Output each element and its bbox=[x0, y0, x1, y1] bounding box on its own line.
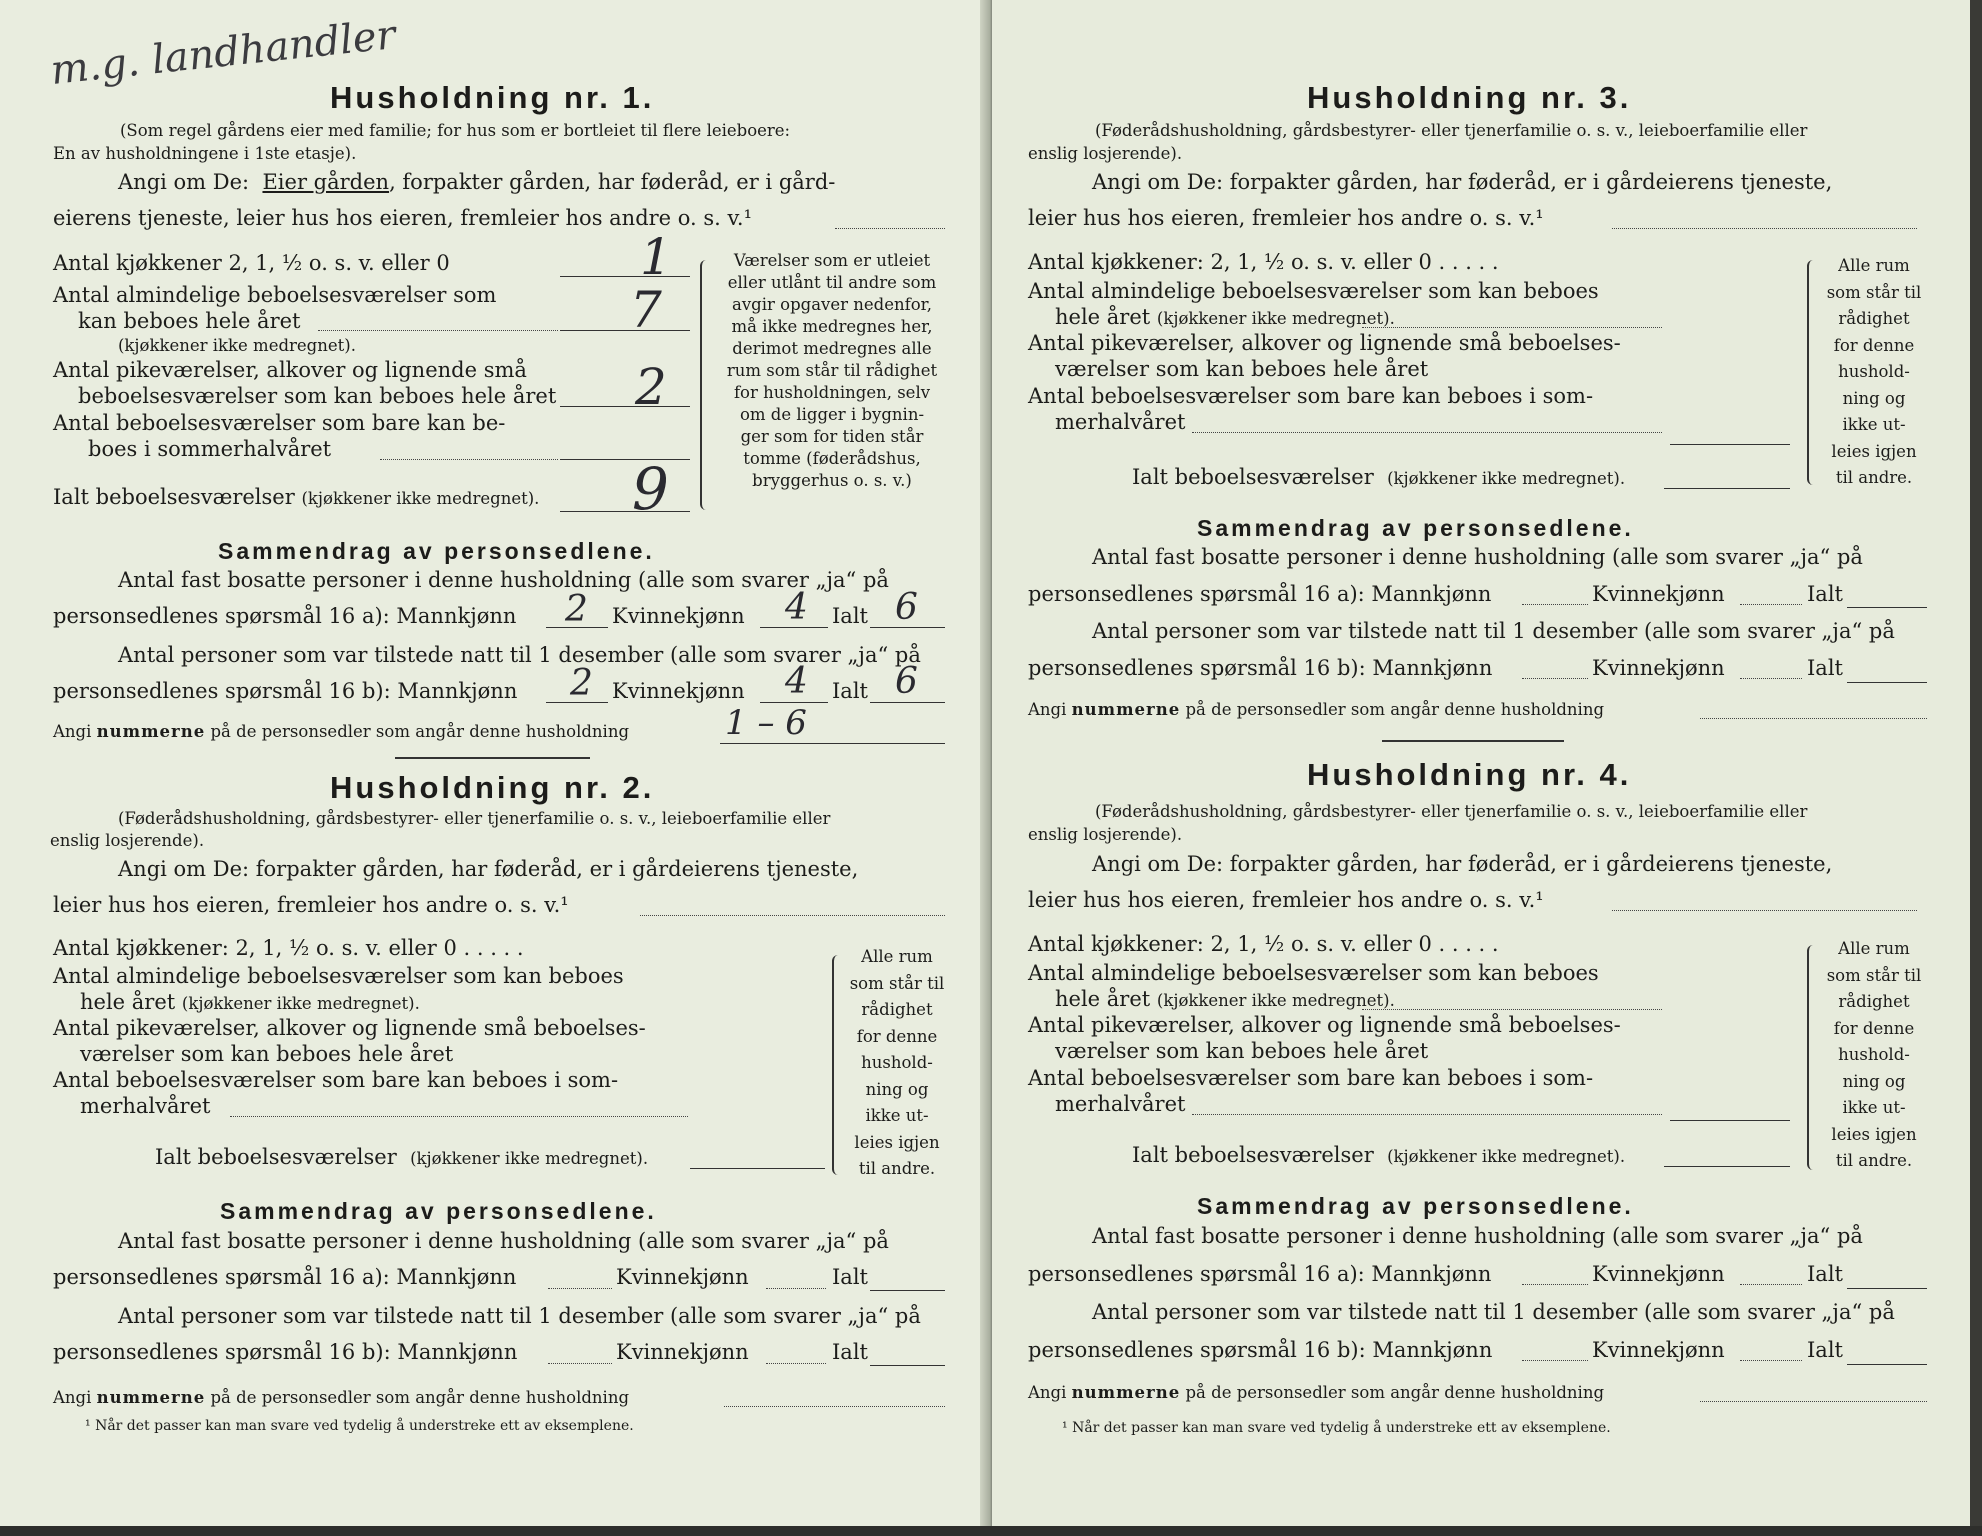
household-3-note-line1: (Føderådshusholdning, gårdsbestyrer- eller tjenerfamilie o. s. v., leieboerfamilie eller bbox=[1095, 121, 1808, 140]
household-1-note-line1: (Som regel gårdens eier med familie; for hus som er bortleiet til flere leieboere: bbox=[120, 121, 791, 140]
right-footnote: ¹ Når det passer kan man svare ved tydelig å understreke ett av eksemplene. bbox=[1062, 1420, 1611, 1436]
angi-rest: , forpakter gården, har føderåd, er i gård- bbox=[389, 170, 836, 194]
ordinary-rooms-note: (kjøkkener ikke medregnet). bbox=[118, 336, 356, 355]
total-rooms-label bbox=[53, 485, 539, 509]
household-2-angi-line2: leier hus hos eieren, fremleier hos andre o. s. v.¹ bbox=[53, 893, 569, 917]
h2-present-female-line bbox=[766, 1363, 826, 1364]
h1-present-female-label: Kvinnekjønn bbox=[612, 679, 745, 703]
h1-resident-line2 bbox=[53, 604, 516, 628]
ordinary-rooms-label-line1: Antal almindelige beboelsesværelser som bbox=[53, 283, 497, 307]
h2-total-rooms-b: (kjøkkener ikke medregnet). bbox=[410, 1149, 649, 1168]
h3-total-rooms-b: (kjøkkener ikke medregnet). bbox=[1387, 469, 1626, 488]
h2-present-total-label: Ialt bbox=[832, 1340, 868, 1364]
h2-total-rooms-label bbox=[155, 1145, 648, 1169]
side-note-line: hushold- bbox=[1838, 362, 1910, 381]
h4-angi-fill-line bbox=[1612, 910, 1917, 911]
owner-option-underlined: Eier gården bbox=[262, 170, 390, 194]
maid-rooms-label-line1: Antal pikeværelser, alkover og lignende små bbox=[53, 358, 527, 382]
side-note-line: for denne bbox=[856, 1026, 938, 1046]
household-1-side-note bbox=[712, 250, 952, 492]
side-note-line: til andre. bbox=[1835, 468, 1913, 487]
side-note-line: hushold- bbox=[1838, 1045, 1910, 1064]
h2-maid-rooms-line2: værelser som kan beboes hele året bbox=[80, 1042, 454, 1066]
numbers-label-c: på de personsedler som angår denne husholdning bbox=[1185, 700, 1605, 719]
h3-present-female-label: Kvinnekjønn bbox=[1592, 656, 1725, 680]
numbers-label-b: nummerne bbox=[96, 722, 206, 741]
household-4-title: Husholdning nr. 4. bbox=[1307, 757, 1632, 792]
side-note-line: bryggerhus o. s. v.) bbox=[752, 471, 912, 490]
side-note-line: ning og bbox=[1842, 388, 1906, 408]
h4-total-rooms-label bbox=[1132, 1143, 1625, 1167]
h4-ordinary-rooms-b: (kjøkkener ikke medregnet). bbox=[1156, 991, 1395, 1010]
h2-numbers-line bbox=[724, 1406, 945, 1407]
h4-resident-total-line bbox=[1847, 1288, 1927, 1289]
left-page bbox=[0, 0, 988, 1536]
h1-present-label: personsedlenes spørsmål 16 b): Mannkjønn bbox=[53, 679, 518, 703]
h1-present-female-value: 4 bbox=[785, 661, 808, 702]
h2-kitchens-label: Antal kjøkkener: 2, 1, ½ o. s. v. eller 0 . . . . . bbox=[53, 936, 524, 960]
side-note-line: må ikke medregnes her, bbox=[731, 317, 933, 336]
h3-present-total-line bbox=[1847, 682, 1927, 683]
h3-summer-line bbox=[1670, 444, 1790, 445]
total-rooms-value: 9 bbox=[632, 455, 669, 523]
h3-resident-female-line bbox=[1740, 604, 1802, 605]
numbers-label-a: Angi bbox=[53, 1388, 92, 1407]
summer-rooms-dots bbox=[380, 459, 558, 460]
side-note-line: ning og bbox=[1842, 1071, 1906, 1091]
h3-resident-male-line bbox=[1522, 604, 1588, 605]
numbers-label-a: Angi bbox=[53, 722, 92, 741]
h2-present-total-line bbox=[870, 1365, 945, 1366]
h2-present-male-line bbox=[548, 1363, 612, 1364]
h3-total-rooms-line bbox=[1664, 488, 1790, 489]
bottom-edge bbox=[0, 1526, 1982, 1536]
h1-numbers-value: 1 – 6 bbox=[725, 703, 807, 743]
household-4-side-note bbox=[1818, 936, 1930, 1175]
h3-summer-dots bbox=[1192, 432, 1662, 433]
side-note-line: ger som for tiden står bbox=[740, 427, 924, 446]
h4-resident-line1: Antal fast bosatte personer i denne husholdning (alle som svarer „ja“ på bbox=[1092, 1224, 1863, 1248]
h1-resident-female-label: Kvinnekjønn bbox=[612, 604, 745, 628]
h2-present-line1: Antal personer som var tilstede natt til 1 desember (alle som svarer „ja“ på bbox=[118, 1304, 921, 1328]
side-note-line: eller utlånt til andre som bbox=[727, 273, 937, 292]
h4-present-line1: Antal personer som var tilstede natt til 1 desember (alle som svarer „ja“ på bbox=[1092, 1300, 1895, 1324]
side-note-line: avgir opgaver nedenfor, bbox=[732, 295, 932, 314]
h3-maid-rooms-line1: Antal pikeværelser, alkover og lignende små beboelses- bbox=[1028, 331, 1621, 355]
summer-rooms-label-line1: Antal beboelsesværelser som bare kan be- bbox=[53, 411, 506, 435]
household-3-side-note bbox=[1818, 253, 1930, 492]
h4-present-female-line bbox=[1740, 1360, 1802, 1361]
h4-total-rooms-a: Ialt beboelsesværelser bbox=[1132, 1143, 1374, 1167]
h4-numbers-line bbox=[1700, 1401, 1927, 1402]
h4-total-rooms-b: (kjøkkener ikke medregnet). bbox=[1387, 1147, 1626, 1166]
h4-present-female-label: Kvinnekjønn bbox=[1592, 1338, 1725, 1362]
household-3-angi-line1: Angi om De: forpakter gården, har føderåd, er i gårdeierens tjeneste, bbox=[1092, 170, 1833, 194]
side-note-line: ikke ut- bbox=[1842, 415, 1906, 434]
h4-present-total-label: Ialt bbox=[1807, 1338, 1843, 1362]
numbers-label-c: på de personsedler som angår denne husholdning bbox=[1185, 1383, 1605, 1402]
h2-resident-female-label: Kvinnekjønn bbox=[616, 1265, 749, 1289]
household-3-angi-line2: leier hus hos eieren, fremleier hos andre o. s. v.¹ bbox=[1028, 206, 1544, 230]
h2-resident-total-label: Ialt bbox=[832, 1265, 868, 1289]
h2-resident-label: personsedlenes spørsmål 16 a): Mannkjønn bbox=[53, 1265, 517, 1289]
household-2-side-note bbox=[842, 944, 952, 1183]
h3-maid-rooms-line2: værelser som kan beboes hele året bbox=[1055, 357, 1429, 381]
h3-ordinary-dots bbox=[1362, 327, 1662, 328]
household-2-note-line1: (Føderådshusholdning, gårdsbestyrer- eller tjenerfamilie o. s. v., leieboerfamilie eller bbox=[118, 809, 831, 828]
left-footnote: ¹ Når det passer kan man svare ved tydelig å understreke ett av eksemplene. bbox=[85, 1418, 634, 1434]
h4-summer-rooms-line1: Antal beboelsesværelser som bare kan beboes i som- bbox=[1028, 1066, 1594, 1090]
side-note-line: leies igjen bbox=[1831, 441, 1917, 461]
household-3-note-line2: enslig losjerende). bbox=[1028, 144, 1183, 163]
h2-present-female-label: Kvinnekjønn bbox=[616, 1340, 749, 1364]
h4-numbers-label bbox=[1028, 1383, 1604, 1402]
h1-present-male-value: 2 bbox=[570, 663, 593, 704]
h3-present-total-label: Ialt bbox=[1807, 656, 1843, 680]
h4-present-total-line bbox=[1847, 1364, 1927, 1365]
handwritten-annotation: m.g. landhandler bbox=[48, 12, 398, 94]
side-note-line: til andre. bbox=[1835, 1151, 1913, 1170]
side-note-line: Alle rum bbox=[861, 947, 933, 966]
ordinary-rooms-value: 7 bbox=[630, 281, 662, 339]
h1-present-total-line bbox=[870, 702, 945, 703]
household-3-summary-title: Sammendrag av personsedlene. bbox=[1197, 515, 1634, 541]
separator-rule bbox=[1382, 740, 1564, 742]
side-note-line: Alle rum bbox=[1838, 256, 1910, 275]
h2-maid-rooms-line1: Antal pikeværelser, alkover og lignende små beboelses- bbox=[53, 1016, 646, 1040]
h2-summer-rooms-line2: merhalvåret bbox=[80, 1094, 211, 1118]
h1-resident-line1: Antal fast bosatte personer i denne husholdning (alle som svarer „ja“ på bbox=[118, 568, 889, 592]
h1-numbers-line bbox=[720, 743, 945, 744]
numbers-label-b: nummerne bbox=[1071, 1383, 1181, 1402]
numbers-label-c: på de personsedler som angår denne husholdning bbox=[210, 1388, 630, 1407]
household-2-angi-line1: Angi om De: forpakter gården, har føderåd, er i gårdeierens tjeneste, bbox=[118, 857, 859, 881]
h4-resident-male-line bbox=[1522, 1284, 1588, 1285]
h4-maid-rooms-line1: Antal pikeværelser, alkover og lignende små beboelses- bbox=[1028, 1013, 1621, 1037]
side-note-brace bbox=[700, 260, 712, 510]
h3-total-rooms-a: Ialt beboelsesværelser bbox=[1132, 465, 1374, 489]
household-4-note-line1: (Føderådshusholdning, gårdsbestyrer- eller tjenerfamilie o. s. v., leieboerfamilie eller bbox=[1095, 802, 1808, 821]
h4-total-rooms-line bbox=[1664, 1166, 1790, 1167]
h2-resident-line1: Antal fast bosatte personer i denne husholdning (alle som svarer „ja“ på bbox=[118, 1229, 889, 1253]
h3-numbers-label bbox=[1028, 700, 1604, 719]
h3-kitchens-label: Antal kjøkkener: 2, 1, ½ o. s. v. eller 0 . . . . . bbox=[1028, 250, 1499, 274]
h3-ordinary-rooms-line2 bbox=[1055, 305, 1395, 329]
h3-present-male-line bbox=[1522, 678, 1588, 679]
side-note-line: Værelser som er utleiet bbox=[733, 251, 931, 270]
household-1-angi-line1 bbox=[118, 170, 835, 194]
h3-present-line1: Antal personer som var tilstede natt til 1 desember (alle som svarer „ja“ på bbox=[1092, 619, 1895, 643]
h1-resident-male-value: 2 bbox=[565, 589, 588, 630]
side-note-line: tomme (føderådshus, bbox=[743, 449, 921, 468]
side-note-line: for husholdningen, selv bbox=[733, 383, 931, 402]
h4-maid-rooms-line2: værelser som kan beboes hele året bbox=[1055, 1039, 1429, 1063]
h2-resident-total-line bbox=[870, 1290, 945, 1291]
h2-resident-female-line bbox=[766, 1288, 826, 1289]
household-1-summary-title: Sammendrag av personsedlene. bbox=[218, 538, 655, 564]
separator-rule bbox=[395, 757, 590, 759]
maid-rooms-label-line2: beboelsesværelser som kan beboes hele året bbox=[78, 384, 557, 408]
side-note-line: for denne bbox=[1833, 1018, 1915, 1038]
household-3-title: Husholdning nr. 3. bbox=[1307, 80, 1632, 115]
ordinary-rooms-label-line2: kan beboes hele året bbox=[78, 309, 301, 333]
household-1-note-line2: En av husholdningene i 1ste etasje). bbox=[53, 144, 357, 163]
h4-present-male-line bbox=[1522, 1360, 1588, 1361]
side-note-line: som står til bbox=[1826, 282, 1922, 302]
summer-rooms-label-line2: boes i sommerhalvåret bbox=[88, 437, 332, 461]
h1-present-total-value: 6 bbox=[895, 661, 918, 702]
h4-summer-dots bbox=[1192, 1114, 1662, 1115]
household-4-angi-line1: Angi om De: forpakter gården, har føderåd, er i gårdeierens tjeneste, bbox=[1092, 852, 1833, 876]
kitchens-value: 1 bbox=[640, 228, 672, 286]
h3-summer-rooms-line1: Antal beboelsesværelser som bare kan beboes i som- bbox=[1028, 384, 1594, 408]
side-note-line: Alle rum bbox=[1838, 939, 1910, 958]
side-note-line: ikke ut- bbox=[1842, 1098, 1906, 1117]
side-note-line: hushold- bbox=[861, 1053, 933, 1072]
h2-ordinary-rooms-a: hele året bbox=[80, 990, 176, 1014]
side-note-line: derimot medregnes alle bbox=[732, 339, 932, 358]
h4-summer-rooms-line2: merhalvåret bbox=[1055, 1092, 1186, 1116]
side-note-line: ning og bbox=[865, 1079, 929, 1099]
household-2-summary-title: Sammendrag av personsedlene. bbox=[220, 1198, 657, 1224]
h1-present-total-label: Ialt bbox=[832, 679, 868, 703]
h2-summer-dots bbox=[230, 1116, 688, 1117]
h2-angi-fill-line bbox=[640, 915, 945, 916]
side-note-line: for denne bbox=[1833, 335, 1915, 355]
h2-present-label: personsedlenes spørsmål 16 b): Mannkjønn bbox=[53, 1340, 518, 1364]
household-1-title: Husholdning nr. 1. bbox=[330, 80, 655, 115]
angi-fill-line bbox=[835, 228, 945, 229]
h3-total-rooms-label bbox=[1132, 465, 1625, 489]
side-note-line: ikke ut- bbox=[865, 1106, 929, 1125]
h1-numbers-label bbox=[53, 722, 629, 741]
side-note-line: til andre. bbox=[858, 1159, 936, 1178]
household-4-angi-line2: leier hus hos eieren, fremleier hos andre o. s. v.¹ bbox=[1028, 888, 1544, 912]
side-note-line: som står til bbox=[849, 973, 945, 993]
h1-resident-label: personsedlenes spørsmål 16 a): Mannkjønn bbox=[53, 604, 517, 628]
h2-ordinary-rooms-line1: Antal almindelige beboelsesværelser som kan beboes bbox=[53, 964, 624, 988]
right-edge bbox=[1970, 0, 1982, 1536]
h3-present-female-line bbox=[1740, 678, 1802, 679]
h4-ordinary-rooms-line2 bbox=[1055, 987, 1395, 1011]
numbers-label-b: nummerne bbox=[1071, 700, 1181, 719]
h3-resident-label: personsedlenes spørsmål 16 a): Mannkjønn bbox=[1028, 582, 1492, 606]
h1-resident-total-label: Ialt bbox=[832, 604, 868, 628]
side-note-line: leies igjen bbox=[1831, 1124, 1917, 1144]
total-rooms-label-main: Ialt beboelsesværelser bbox=[53, 485, 295, 509]
h4-summer-line bbox=[1670, 1120, 1790, 1121]
maid-rooms-value: 2 bbox=[635, 358, 667, 416]
ordinary-rooms-dots bbox=[318, 330, 558, 331]
maid-rooms-line bbox=[560, 406, 690, 407]
h3-ordinary-rooms-a: hele året bbox=[1055, 305, 1151, 329]
numbers-label-c: på de personsedler som angår denne husholdning bbox=[210, 722, 630, 741]
h4-resident-female-label: Kvinnekjønn bbox=[1592, 1262, 1725, 1286]
side-note-line: om de ligger i bygnin- bbox=[739, 405, 925, 424]
h4-ordinary-rooms-line1: Antal almindelige beboelsesværelser som kan beboes bbox=[1028, 961, 1599, 985]
side-note-line: rådighet bbox=[1838, 309, 1910, 328]
h2-total-rooms-line bbox=[690, 1168, 825, 1169]
h1-resident-total-value: 6 bbox=[895, 587, 918, 628]
h4-present-label: personsedlenes spørsmål 16 b): Mannkjønn bbox=[1028, 1338, 1493, 1362]
side-note-line: rum som står til rådighet bbox=[726, 361, 938, 380]
h3-ordinary-rooms-b: (kjøkkener ikke medregnet). bbox=[1156, 309, 1395, 328]
h3-present-label: personsedlenes spørsmål 16 b): Mannkjønn bbox=[1028, 656, 1493, 680]
h4-resident-label: personsedlenes spørsmål 16 a): Mannkjønn bbox=[1028, 1262, 1492, 1286]
household-2-note-line2: enslig losjerende). bbox=[50, 831, 205, 850]
h3-resident-line1: Antal fast bosatte personer i denne husholdning (alle som svarer „ja“ på bbox=[1092, 545, 1863, 569]
h2-summer-rooms-line1: Antal beboelsesværelser som bare kan beboes i som- bbox=[53, 1068, 619, 1092]
household-4-note-line2: enslig losjerende). bbox=[1028, 825, 1183, 844]
angi-label: Angi om De: bbox=[118, 170, 250, 194]
h4-kitchens-label: Antal kjøkkener: 2, 1, ½ o. s. v. eller 0 . . . . . bbox=[1028, 932, 1499, 956]
kitchens-label: Antal kjøkkener 2, 1, ½ o. s. v. eller 0 bbox=[53, 251, 450, 275]
h4-ordinary-dots bbox=[1362, 1009, 1662, 1010]
h3-ordinary-rooms-line1: Antal almindelige beboelsesværelser som kan beboes bbox=[1028, 279, 1599, 303]
h3-resident-total-label: Ialt bbox=[1807, 582, 1843, 606]
side-note-line: leies igjen bbox=[854, 1132, 940, 1152]
household-1-angi-line2: eierens tjeneste, leier hus hos eieren, fremleier hos andre o. s. v.¹ bbox=[53, 206, 752, 230]
summer-rooms-line bbox=[560, 459, 690, 460]
h2-total-rooms-a: Ialt beboelsesværelser bbox=[155, 1145, 397, 1169]
h4-ordinary-rooms-a: hele året bbox=[1055, 987, 1151, 1011]
h2-resident-male-line bbox=[548, 1288, 612, 1289]
h3-summer-rooms-line2: merhalvåret bbox=[1055, 410, 1186, 434]
side-note-line: rådighet bbox=[1838, 992, 1910, 1011]
numbers-label-a: Angi bbox=[1028, 700, 1067, 719]
h2-ordinary-rooms-line2 bbox=[80, 990, 420, 1014]
h1-present-line1: Antal personer som var tilstede natt til 1 desember (alle som svarer „ja“ på bbox=[118, 643, 921, 667]
side-note-line: rådighet bbox=[861, 1000, 933, 1019]
h4-resident-total-label: Ialt bbox=[1807, 1262, 1843, 1286]
h2-numbers-label bbox=[53, 1388, 629, 1407]
numbers-label-b: nummerne bbox=[96, 1388, 206, 1407]
household-4-summary-title: Sammendrag av personsedlene. bbox=[1197, 1193, 1634, 1219]
h4-resident-female-line bbox=[1740, 1284, 1802, 1285]
h3-resident-total-line bbox=[1847, 607, 1927, 608]
household-2-title: Husholdning nr. 2. bbox=[330, 770, 655, 805]
numbers-label-a: Angi bbox=[1028, 1383, 1067, 1402]
h1-resident-female-value: 4 bbox=[785, 587, 808, 628]
side-note-line: som står til bbox=[1826, 965, 1922, 985]
h2-ordinary-rooms-b: (kjøkkener ikke medregnet). bbox=[181, 994, 420, 1013]
h3-numbers-line bbox=[1700, 718, 1927, 719]
right-page bbox=[992, 0, 1982, 1536]
ordinary-rooms-line bbox=[560, 330, 690, 331]
h3-angi-fill-line bbox=[1612, 228, 1917, 229]
h3-resident-female-label: Kvinnekjønn bbox=[1592, 582, 1725, 606]
total-rooms-line bbox=[560, 511, 690, 512]
total-rooms-label-note: (kjøkkener ikke medregnet). bbox=[301, 489, 540, 508]
